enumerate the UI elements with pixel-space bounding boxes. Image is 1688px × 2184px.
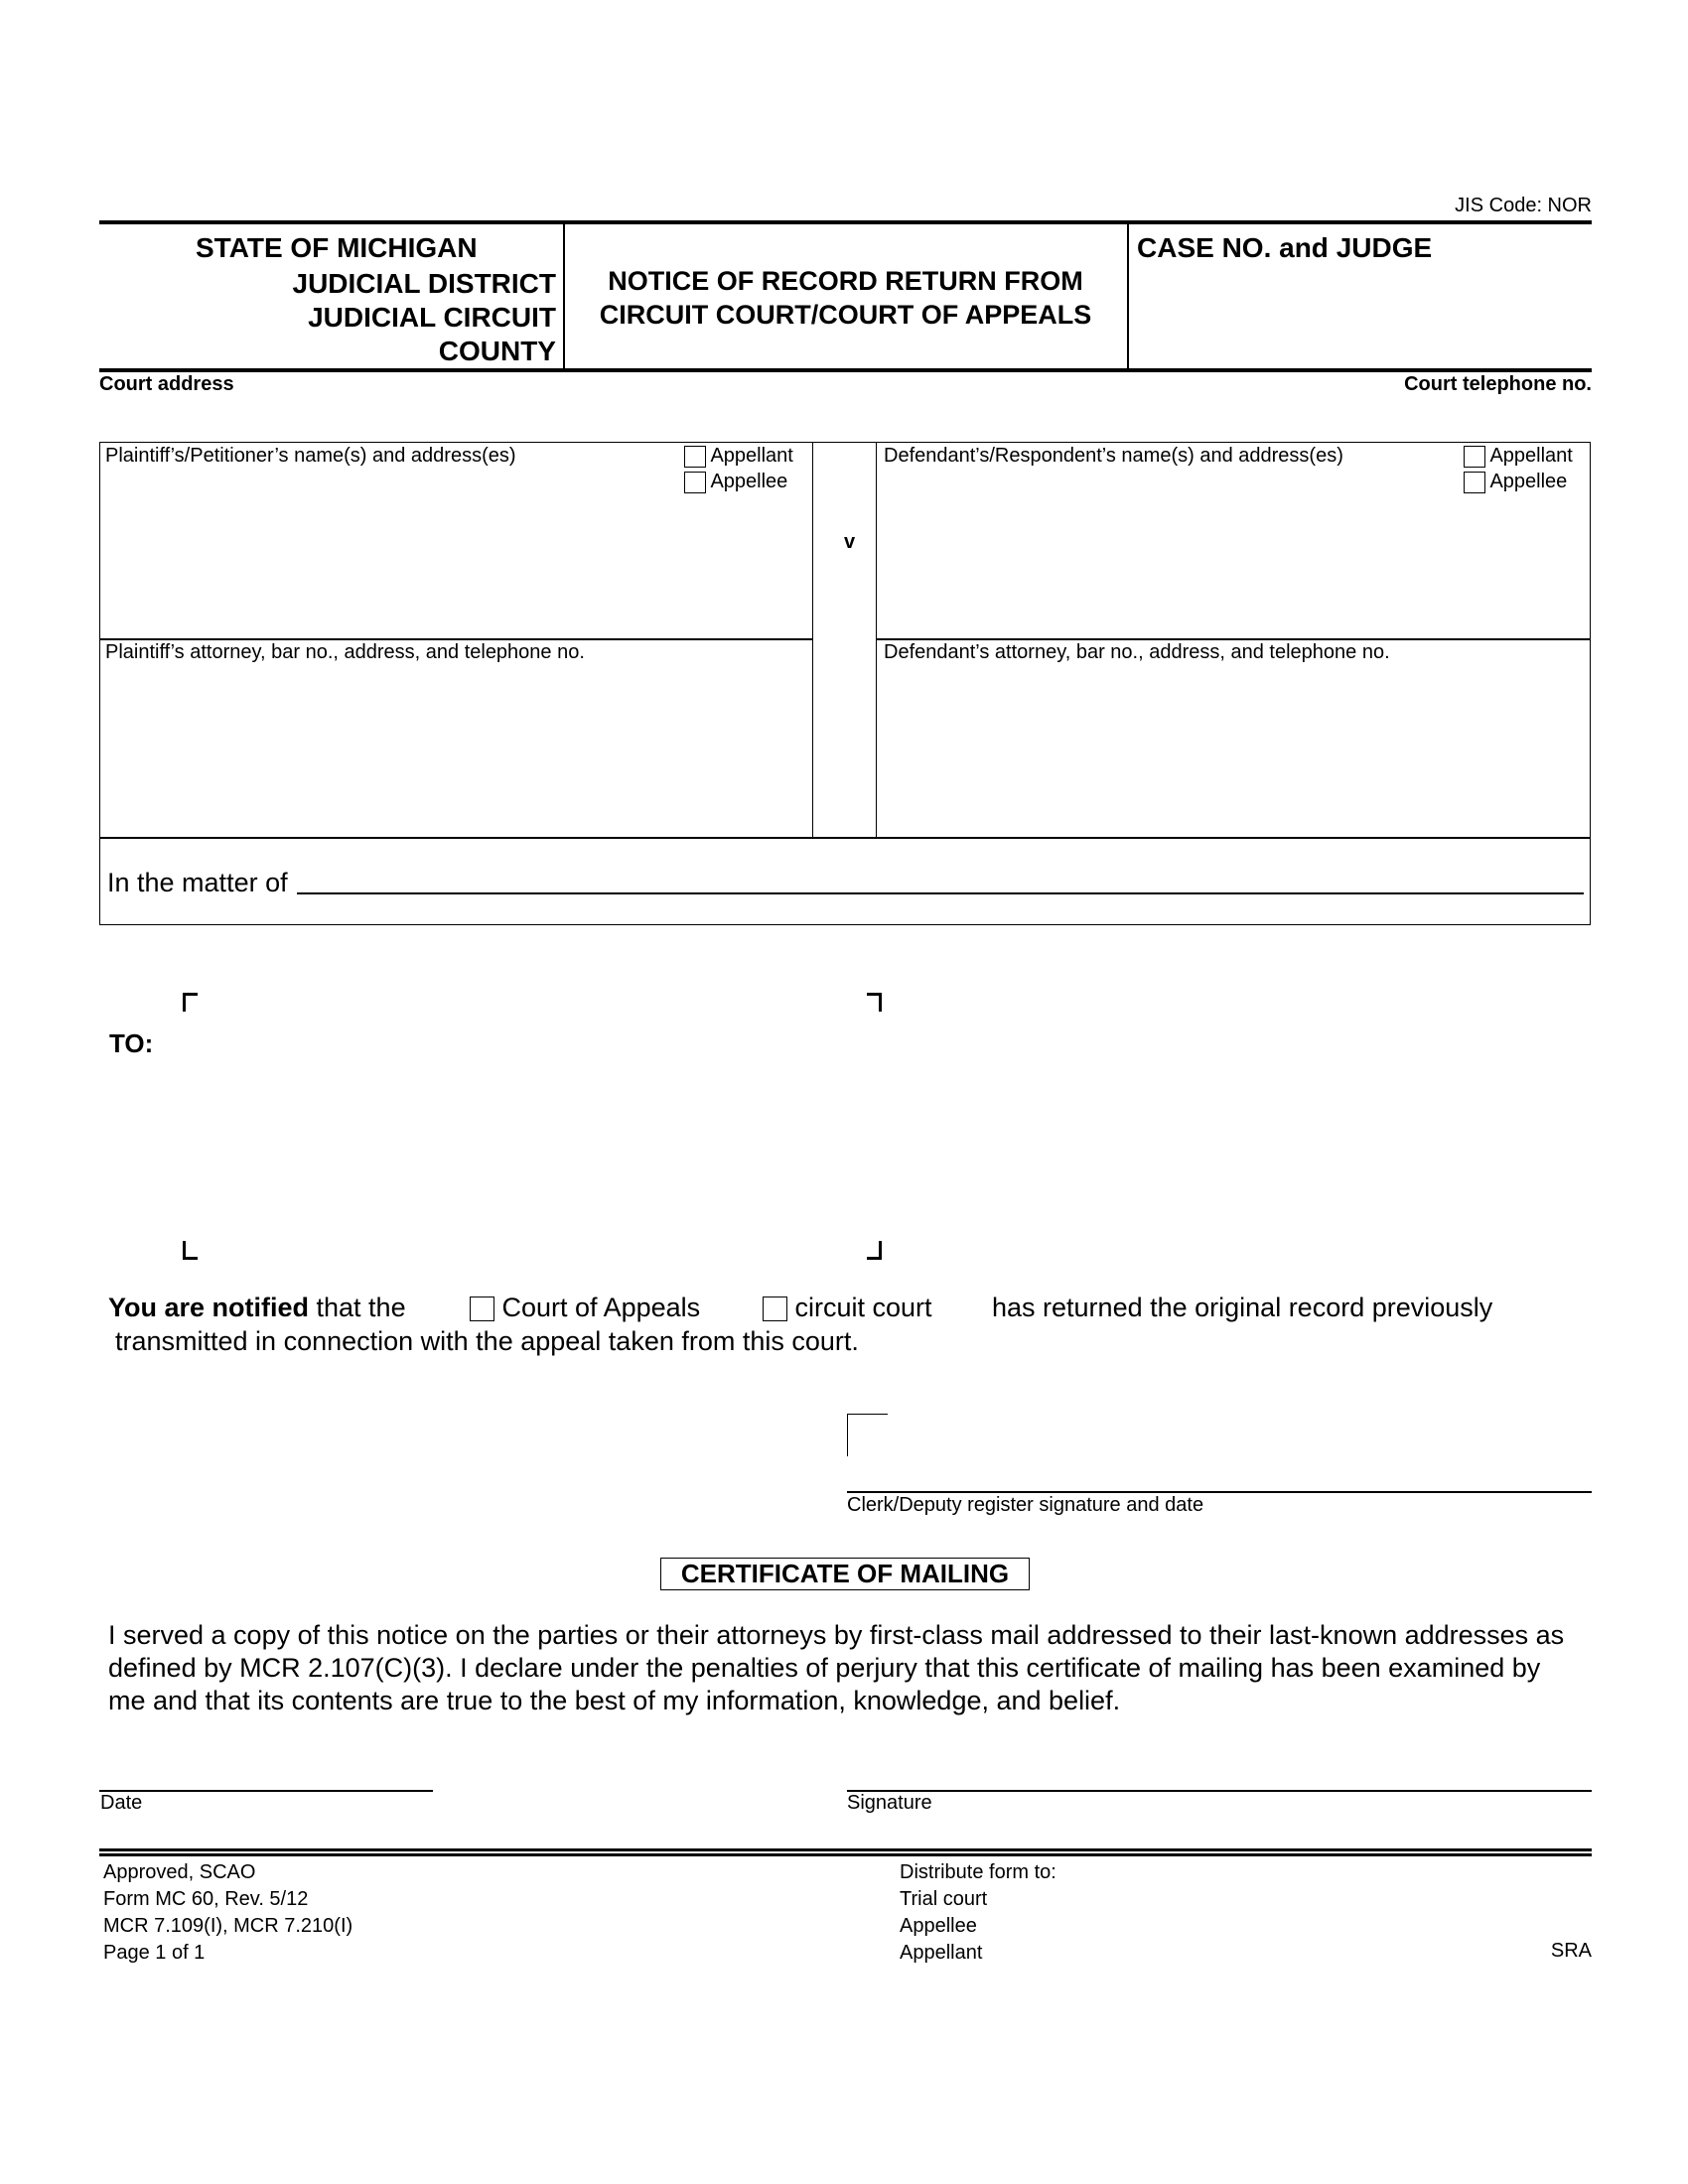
footer-rules: MCR 7.109(I), MCR 7.210(I) [103, 1915, 353, 1937]
to-label: TO: [109, 1028, 154, 1058]
certificate-line1: I served a copy of this notice on the parties or their attorneys by first-class mail addressed to their last-known addresses as [108, 1620, 1565, 1650]
defendant-attorney-label: Defendant’s attorney, bar no., address, and telephone no. [884, 641, 1390, 663]
plaintiff-label: Plaintiff’s/Petitioner’s name(s) and address(es) [105, 445, 516, 467]
district-label: JUDICIAL DISTRICT [292, 268, 556, 299]
divider [99, 1848, 1592, 1851]
signature-line[interactable] [847, 1790, 1592, 1792]
form-title-line2: CIRCUIT COURT/COURT OF APPEALS [599, 300, 1092, 330]
notice-text2: has returned the original record previously [992, 1293, 1493, 1322]
checkbox-label: Appellant [710, 445, 793, 467]
footer-page: Page 1 of 1 [103, 1942, 206, 1964]
defendant-appellant-checkbox[interactable] [1464, 445, 1573, 468]
divider [99, 1853, 1592, 1856]
state-label: STATE OF MICHIGAN [196, 232, 478, 263]
notice-bold: You are notified [108, 1293, 310, 1322]
court-address-label: Court address [99, 373, 234, 395]
notice-line2: transmitted in connection with the appeal taken from this court. [115, 1326, 859, 1356]
checkbox-icon[interactable] [763, 1297, 787, 1321]
footer-form-number: Form MC 60, Rev. 5/12 [103, 1888, 309, 1910]
versus-label: v [844, 531, 856, 553]
defendant-label: Defendant’s/Respondent’s name(s) and address(es) [884, 445, 1343, 467]
date-line[interactable] [99, 1790, 433, 1792]
divider [99, 638, 813, 640]
footer-distribution [900, 1859, 1056, 1967]
address-corner-icon [867, 993, 882, 1012]
clerk-signature-line[interactable] [847, 1491, 1592, 1493]
signature-corner-icon [847, 1414, 888, 1456]
checkbox-label: Court of Appeals [501, 1293, 701, 1322]
checkbox-icon[interactable] [470, 1297, 494, 1321]
footer-approval: Approved, SCAO [103, 1861, 256, 1883]
distribution-item: Appellant [900, 1942, 983, 1964]
plaintiff-attorney-label: Plaintiff’s attorney, bar no., address, and telephone no. [105, 641, 585, 663]
checkbox-label: Appellee [1489, 471, 1568, 492]
notice-text [108, 1293, 406, 1323]
checkbox-label: circuit court [794, 1293, 932, 1322]
checkbox-icon[interactable] [1464, 446, 1485, 468]
certificate-title: CERTIFICATE OF MAILING [660, 1558, 1030, 1590]
checkbox-icon[interactable] [684, 472, 706, 493]
matter-label: In the matter of [107, 868, 288, 897]
divider [876, 638, 1591, 640]
defendant-appellee-checkbox[interactable] [1464, 471, 1567, 493]
divider [1127, 224, 1129, 368]
defendant-box [876, 442, 1591, 838]
form-title-line1: NOTICE OF RECORD RETURN FROM [608, 266, 1083, 296]
county-label: COUNTY [438, 336, 556, 366]
case-no-judge-field[interactable]: CASE NO. and JUDGE [1137, 232, 1433, 263]
checkbox-icon[interactable] [684, 446, 706, 468]
divider [99, 220, 1592, 224]
distribution-item: Appellee [900, 1915, 977, 1937]
plaintiff-appellant-checkbox[interactable] [684, 445, 793, 468]
jis-code: JIS Code: NOR [1455, 195, 1592, 216]
signature-label: Signature [847, 1792, 932, 1814]
matter-input-line[interactable] [297, 892, 1584, 894]
distribution-label: Distribute form to: [900, 1861, 1056, 1883]
address-corner-icon [183, 993, 198, 1012]
checkbox-label: Appellant [1489, 445, 1573, 467]
address-corner-icon [867, 1241, 882, 1260]
footer-left [103, 1859, 352, 1967]
divider [99, 837, 1591, 839]
checkbox-icon[interactable] [1464, 472, 1485, 493]
certificate-line2: defined by MCR 2.107(C)(3). I declare under the penalties of perjury that this certificate of mailing has been examined by [108, 1653, 1541, 1683]
footer-code: SRA [1550, 1940, 1592, 1962]
circuit-label: JUDICIAL CIRCUIT [308, 302, 556, 333]
checkbox-label: Appellee [710, 471, 788, 492]
circuit-court-checkbox[interactable] [763, 1293, 932, 1323]
clerk-signature-label: Clerk/Deputy register signature and date [847, 1494, 1204, 1516]
court-of-appeals-checkbox[interactable] [470, 1293, 700, 1323]
certificate-line3: me and that its contents are true to the best of my information, knowledge, and belief. [108, 1686, 1121, 1715]
notice-text1: that the [309, 1293, 406, 1322]
date-label: Date [100, 1792, 143, 1814]
address-corner-icon [183, 1241, 198, 1260]
plaintiff-box [99, 442, 813, 838]
divider [99, 368, 1592, 372]
plaintiff-appellee-checkbox[interactable] [684, 471, 787, 493]
court-telephone-label: Court telephone no. [1404, 373, 1592, 395]
distribution-item: Trial court [900, 1888, 988, 1910]
